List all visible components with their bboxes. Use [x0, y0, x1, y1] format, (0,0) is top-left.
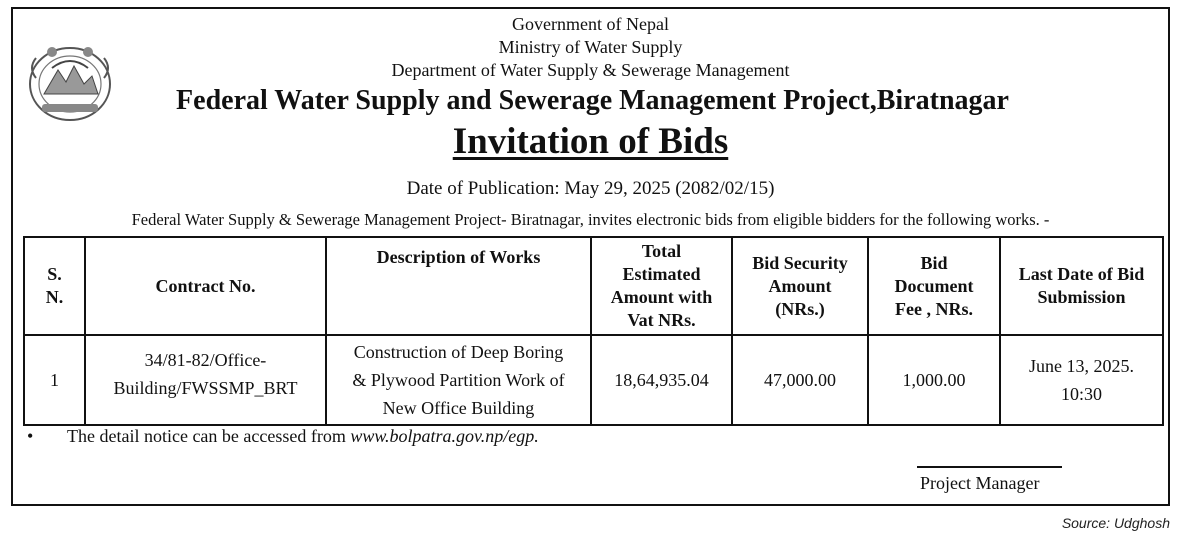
department-line: Department of Water Supply & Sewerage Management	[391, 60, 790, 80]
header-total-line2: Estimated	[622, 264, 701, 284]
header-total-line1: Total	[641, 241, 682, 261]
intro-text: Federal Water Supply & Sewerage Management Project- Biratnagar, invites electronic bids from eligible bidders for the following works. -	[131, 210, 1050, 229]
cell-last-date	[1000, 335, 1163, 425]
header-fee-line1: Bid	[920, 252, 948, 273]
due-date-line1: June 13, 2025.	[1029, 356, 1134, 376]
document-title-wrap	[0, 120, 1181, 164]
due-time-line2: 10:30	[1060, 384, 1102, 404]
publication-date: Date of Publication: May 29, 2025 (2082/02/15)	[406, 178, 775, 199]
header-last-date-line2: Submission	[1037, 287, 1126, 307]
header-last-date-line1: Last Date of Bid	[1018, 264, 1145, 284]
header-description: Description of Works	[326, 237, 591, 335]
contract-line1: 34/81-82/Office-	[144, 350, 267, 370]
header-contract-no: Contract No.	[85, 237, 326, 335]
government-line: Government of Nepal	[512, 14, 669, 34]
contract-line2: Building/FWSSMP_BRT	[113, 378, 298, 398]
ministry-line: Ministry of Water Supply	[498, 37, 683, 57]
header-security-line2: Amount	[768, 275, 832, 296]
desc-line2: & Plywood Partition Work of	[352, 370, 565, 390]
table-header-row	[24, 237, 1163, 335]
header-fee-line2: Document	[894, 275, 974, 296]
bullet-icon: •	[27, 426, 34, 446]
document-title: Invitation of Bids	[452, 121, 729, 162]
bids-table	[23, 236, 1164, 426]
detail-notice-text: The detail notice can be accessed from	[67, 426, 351, 446]
detail-notice	[27, 425, 539, 447]
header-total-line4: Vat NRs.	[627, 310, 696, 330]
signature-line	[917, 466, 1062, 468]
header-sn-line1: S.	[47, 264, 62, 284]
project-title: Federal Water Supply and Sewerage Management Project,Biratnagar	[176, 85, 1009, 116]
header-sn-line2: N.	[45, 287, 64, 307]
cell-bid-document-fee: 1,000.00	[868, 335, 1000, 425]
header-bid-document-fee	[868, 237, 1000, 335]
desc-line3: New Office Building	[382, 398, 535, 418]
header-fee-line3: Fee , NRs.	[895, 298, 973, 319]
cell-contract-no	[85, 335, 326, 425]
header-security-line3: (NRs.)	[775, 298, 825, 319]
cell-description	[326, 335, 591, 425]
cell-sn: 1	[24, 335, 85, 425]
header-sn	[24, 237, 85, 335]
header-security-line1: Bid Security	[752, 252, 848, 273]
header-bid-security	[732, 237, 868, 335]
desc-line1: Construction of Deep Boring	[353, 342, 564, 362]
table-row	[24, 335, 1163, 425]
cell-total-estimated: 18,64,935.04	[591, 335, 732, 425]
source-credit: Source: Udghosh	[1061, 515, 1170, 531]
header-last-date	[1000, 237, 1163, 335]
bolpatra-link[interactable]: www.bolpatra.gov.np/egp.	[350, 426, 539, 446]
signature-title: Project Manager	[920, 473, 1040, 493]
header-total-line3: Amount with	[610, 287, 713, 307]
cell-bid-security: 47,000.00	[732, 335, 868, 425]
header-total-estimated	[591, 237, 732, 335]
